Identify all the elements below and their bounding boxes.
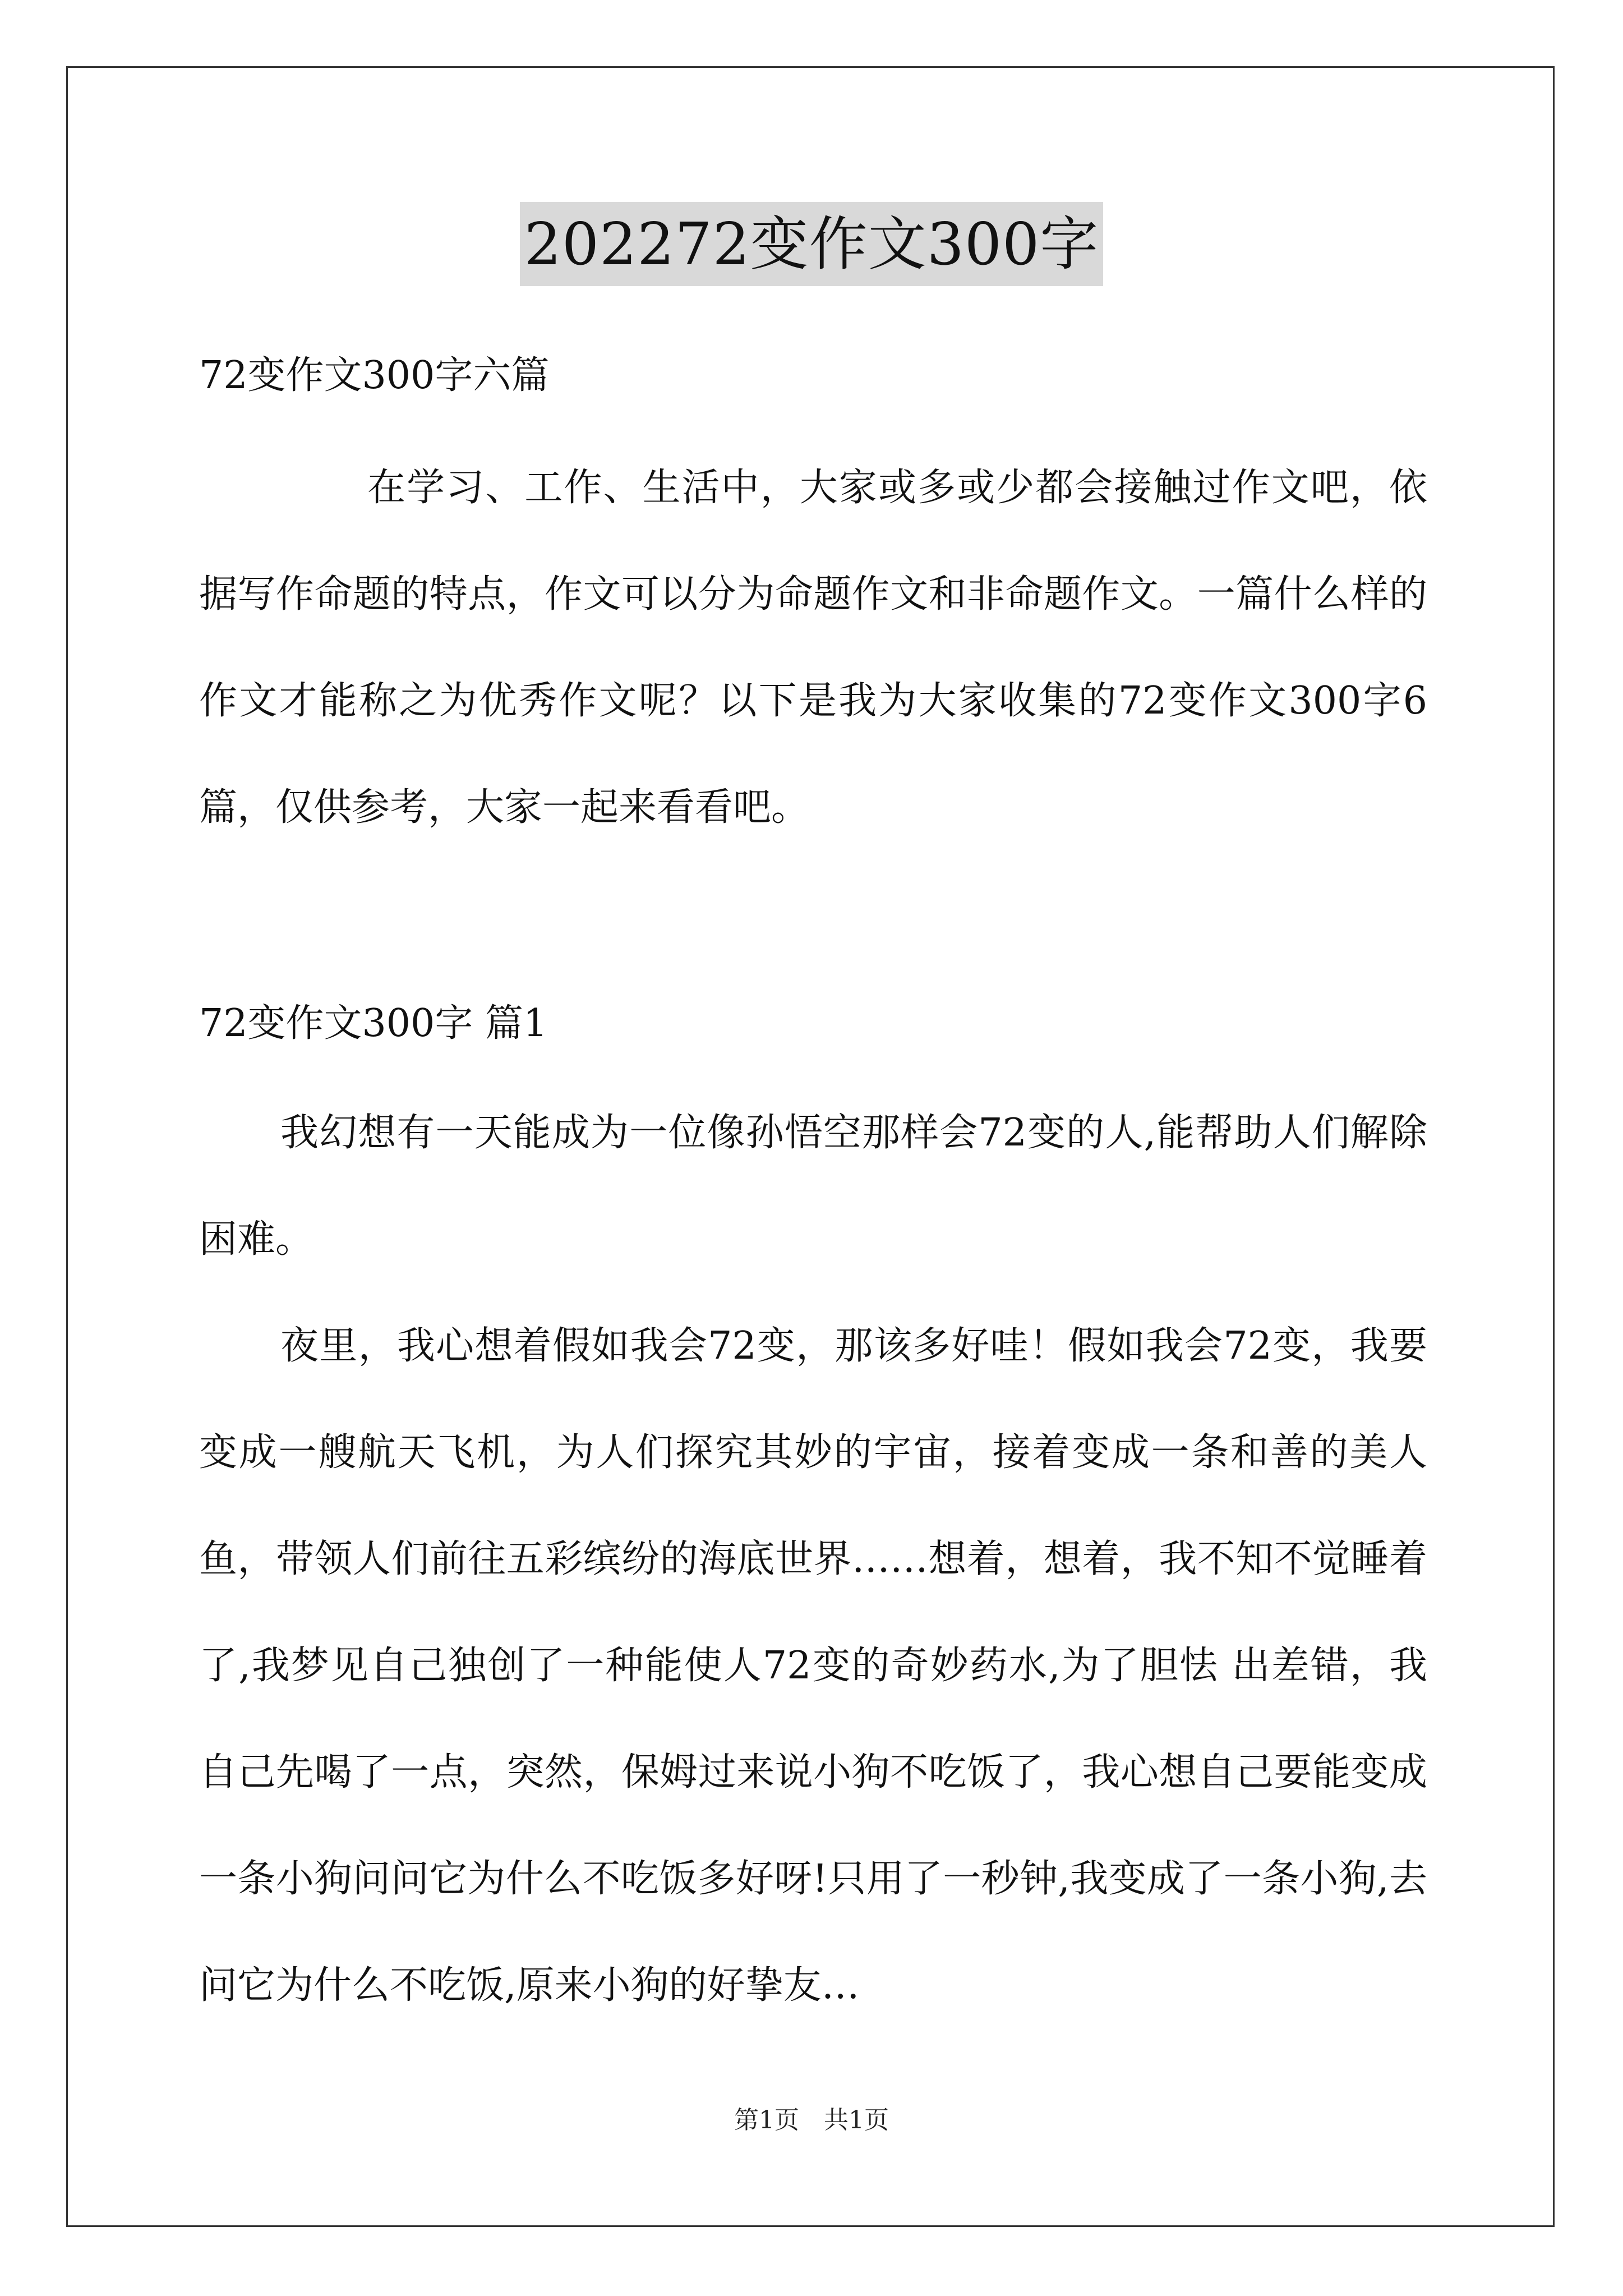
- intro-paragraph: 在学习、工作、生活中，大家或多或少都会接触过作文吧，依据写作命题的特点，作文可以分为命题作文和非命题作文。一篇什么样的作文才能称之为优秀作文呢？以下是我为大家收集的72变作文300字6篇，仅供参考，大家一起来看看吧。: [199, 466, 1427, 830]
- page-footer: 第1页 共1页: [734, 2106, 889, 2134]
- document-body: [199, 342, 1427, 2039]
- title-area: [0, 202, 1623, 286]
- document-subtitle: 72变作文300字六篇: [199, 353, 550, 398]
- body-paragraph-1: 我幻想有一天能成为一位像孙悟空那样会72变的人,能帮助人们解除困难。: [199, 1111, 1427, 1262]
- body-paragraph-2: 夜里，我心想着假如我会72变，那该多好哇！假如我会72变，我要变成一艘航天飞机，为人们探究其妙的宇宙，接着变成一条和善的美人鱼，带领人们前往五彩缤纷的海底世界……想着，想着，我不知不觉睡着了,我梦见自己独创了一种能使人72变的奇妙药水,为了胆怯 出差错，我自己先喝了一点，突然，保姆过来说小狗不吃饭了，我心想自己要能变成一条小狗问问它为什么不吃饭多好呀!只用了一秒钟,我变成了一条小狗,去问它为什么不吃饭,原来小狗的好挚友…: [199, 1324, 1427, 2008]
- document-title: 202272变作文300字: [520, 202, 1104, 286]
- section-heading: 72变作文300字 篇1: [199, 1001, 548, 1046]
